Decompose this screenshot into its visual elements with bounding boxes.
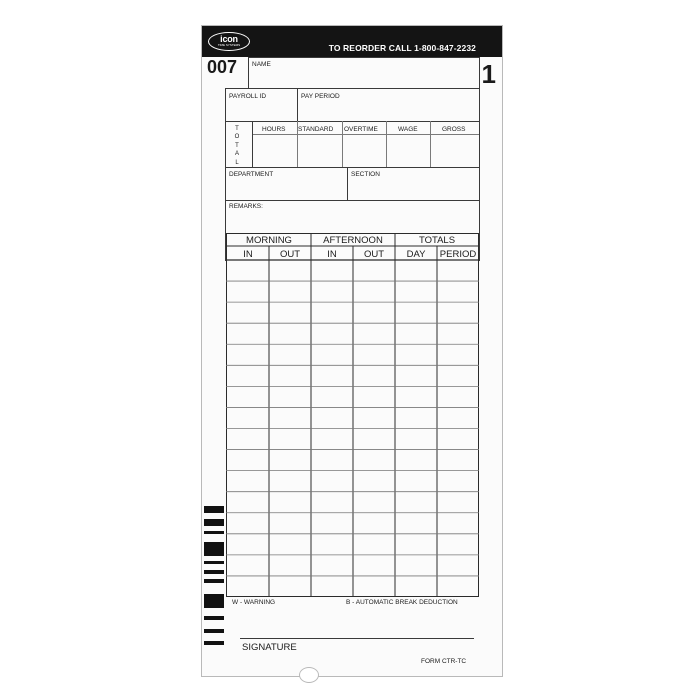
name-left-line [248,57,249,88]
pay-period-label: PAY PERIOD [301,93,340,100]
remarks-top-line [225,200,480,201]
break-legend: B - AUTOMATIC BREAK DEDUCTION [346,599,458,606]
total-vertical-label [231,125,243,167]
signature-line [240,638,474,639]
column-header: IN [327,249,337,260]
logo-text: icon [220,34,238,44]
time-grid [226,233,479,597]
column-header: OUT [279,249,301,260]
total-header-line [252,134,479,135]
timing-mark [204,616,224,620]
total-divider-5 [430,121,431,167]
total-letter: T [235,142,239,149]
total-divider-3 [342,121,343,167]
info-right-line [479,57,480,261]
department-top-line [225,167,480,168]
payroll-top-line [225,88,480,89]
icon-logo [208,32,250,51]
column-header: PERIOD [439,249,477,260]
total-letter: O [234,134,240,141]
hours-label: HOURS [262,126,286,133]
signature-label: SIGNATURE [242,642,297,653]
card-header [202,26,502,57]
timing-mark [204,629,224,633]
timing-mark [204,579,224,583]
payroll-id-label: PAYROLL ID [229,93,267,100]
wage-label: WAGE [398,126,418,133]
logo-subtext: TIME SYSTEMS [217,43,241,47]
timing-mark [204,641,224,645]
total-divider-1 [252,121,253,167]
total-top-line [225,121,480,122]
total-divider-4 [386,121,387,167]
warning-legend: W - WARNING [232,599,276,606]
overtime-label: OVERTIME [344,126,378,133]
timing-mark [204,570,224,574]
payroll-divider [297,88,298,121]
form-number: FORM CTR-TC [421,658,467,665]
afternoon-header: AFTERNOON [323,235,383,246]
timing-mark [204,542,224,556]
name-label: NAME [252,61,271,68]
department-label: DEPARTMENT [229,171,274,178]
grid-lines [226,233,479,597]
totals-header: TOTALS [418,235,456,246]
total-letter: T [235,126,239,132]
department-divider [347,167,348,200]
card-id: 007 [207,57,238,77]
remarks-label: REMARKS: [229,203,263,210]
total-letter: L [235,159,239,166]
card-notch [299,667,319,683]
time-card [201,25,503,677]
column-header: DAY [406,249,426,260]
timing-mark [204,506,224,513]
gross-label: GROSS [442,126,466,133]
column-header: IN [243,249,253,260]
morning-header: MORNING [246,235,292,246]
timing-mark [204,519,224,526]
timing-mark [204,531,224,534]
name-top-line [248,57,480,58]
timing-mark [204,561,224,564]
standard-label: STANDARD [298,126,334,133]
column-header: OUT [363,249,385,260]
total-letter: A [234,151,239,158]
card-number: 1 [481,59,496,89]
timing-mark [204,594,224,608]
reorder-text: TO REORDER CALL 1-800-847-2232 [328,43,476,53]
section-label: SECTION [351,171,380,178]
